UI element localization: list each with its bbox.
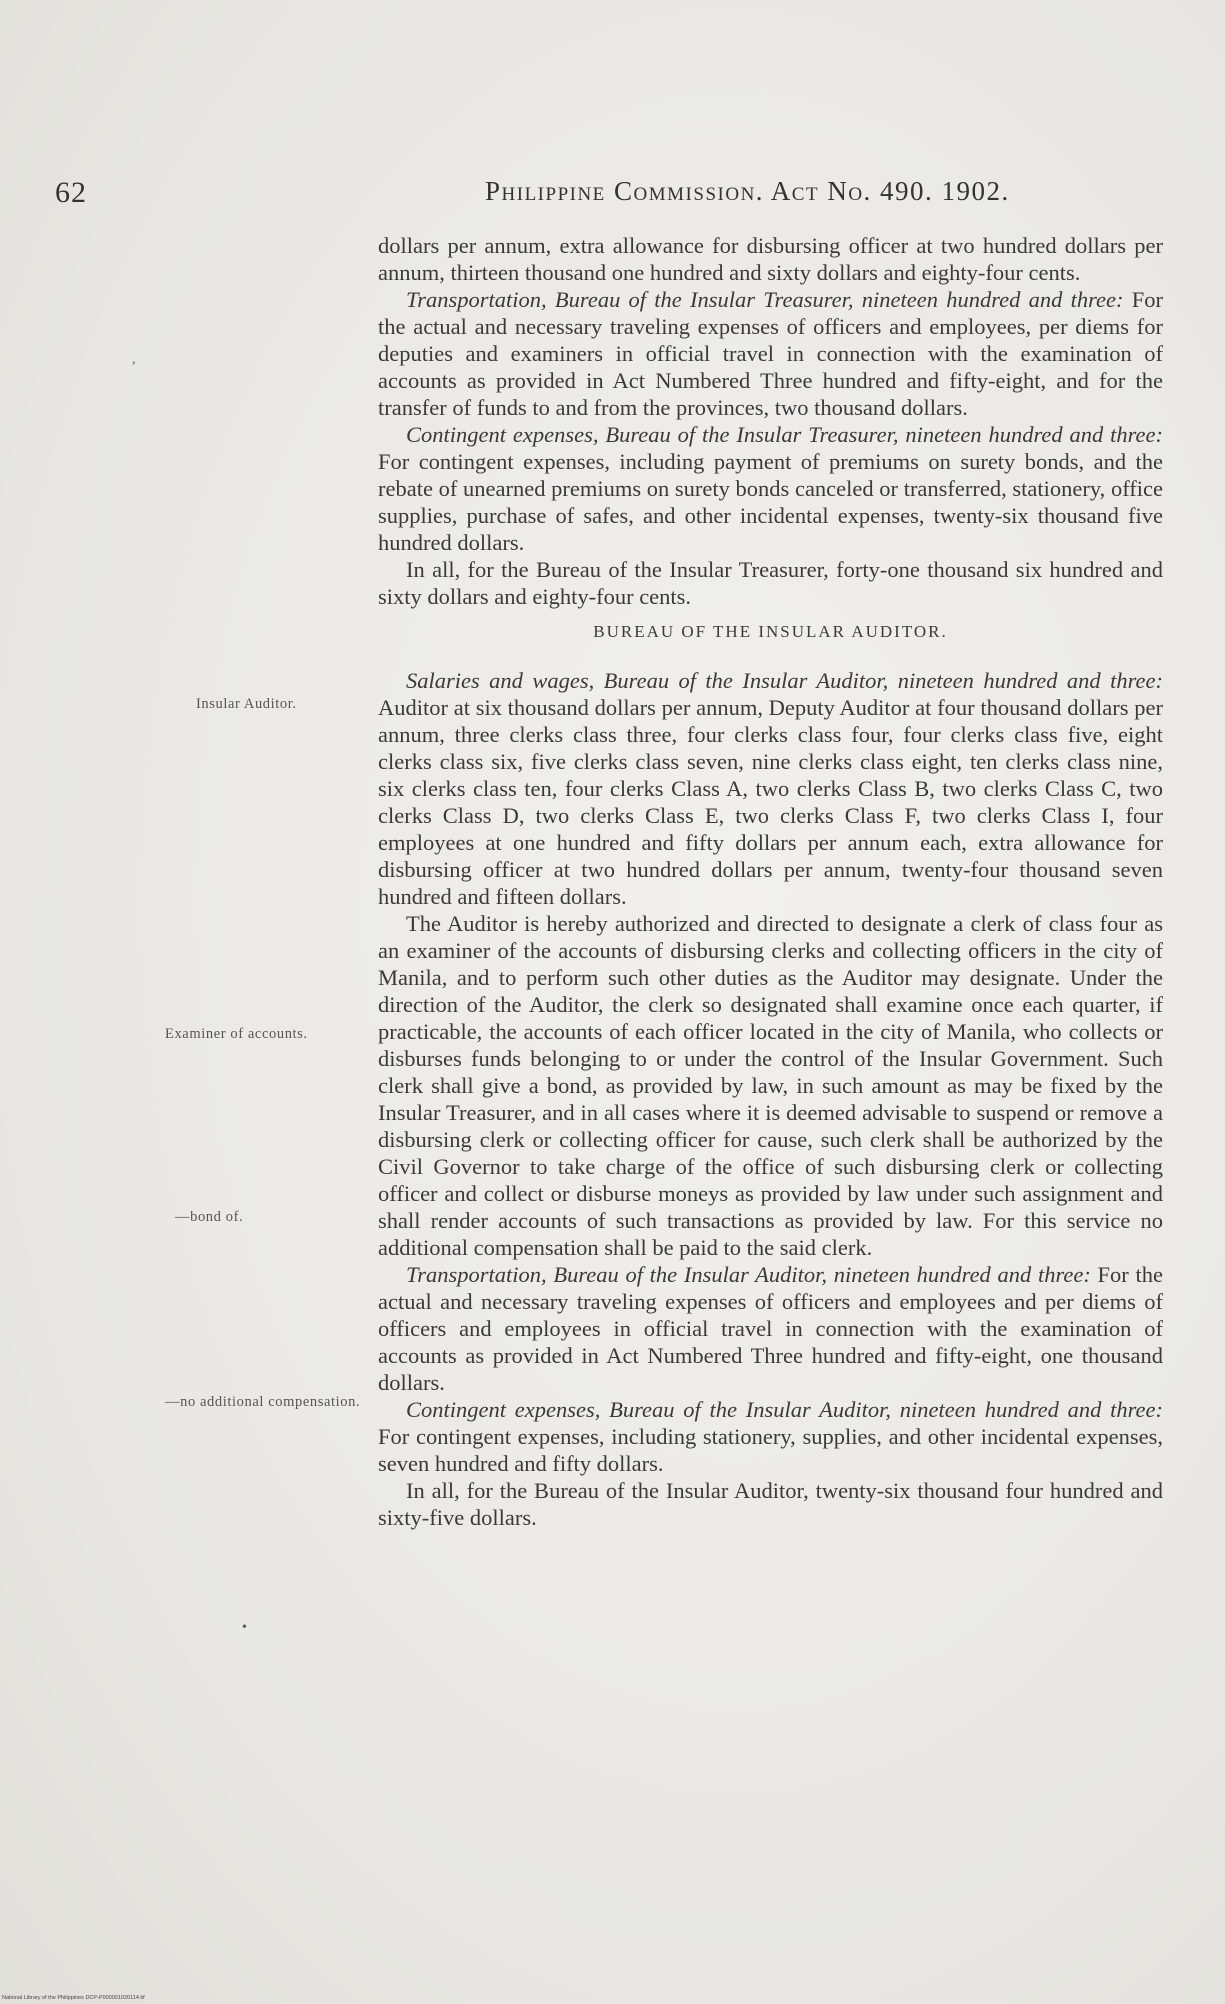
margin-note-bond: —bond of. [175,1209,244,1225]
margin-note-examiner: Examiner of accounts. [165,1026,308,1042]
paragraph-continuation: dollars per annum, extra allowance for disbursing officer at two hundred dollars per annum, thirteen thousand one hundred and sixty dollars and eighty-four cents. [378,233,1163,285]
margin-note-compensation: —no additional compensation. [165,1394,361,1410]
paragraph-lead: Transportation, Bureau of the Insular Auditor, nineteen hundred and three: [406,1262,1091,1287]
paragraph-total-treasurer: In all, for the Bureau of the Insular Treasurer, forty-one thousand six hundred and sixty dollars and eighty-four cents. [378,557,1163,609]
margin-note-insular-auditor: Insular Auditor. [196,696,297,712]
ink-speck: , [132,352,136,367]
page-number: 62 [55,176,87,209]
paragraph-transportation-auditor [378,1261,1163,1396]
running-head: Philippine Commission. Act No. 490. 1902. [485,176,1010,206]
paragraph-examiner-duties: The Auditor is hereby authorized and directed to designate a clerk of class four as an examiner of the accounts of disbursing clerks and collecting officers in the city of Manila, and to perform such other duties as the Auditor may designate. Under the direction of the Auditor, the clerk so designated shall examine once each quarter, if practicable, the accounts of each officer located in the city of Manila, who collects or disburses funds belonging to or under the control of the Insular Government. Such clerk shall give a bond, as provided by law, in such amount as may be fixed by the Insular Treasurer, and in all cases where it is deemed advisable to suspend or remove a disbursing clerk or collecting officer for cause, such clerk shall be authorized by the Civil Governor to take charge of the office of such disbursing clerk or collecting officer and collect or disburse moneys as provided by law under such assignment and shall render accounts of such transactions as provided by law. For this service no additional compensation shall be paid to the said clerk. [378,911,1163,1260]
scan-credit: National Library of the Philippines DCP-P000001020114.tif [2,1995,145,2001]
body-text [378,232,1163,1531]
paragraph-contingent-treasurer [378,421,1163,556]
paragraph-total-auditor: In all, for the Bureau of the Insular Auditor, twenty-six thousand four hundred and sixty-five dollars. [378,1478,1163,1530]
ink-speck: • [242,1620,247,1635]
paragraph-lead: Salaries and wages, Bureau of the Insular Auditor, nineteen hundred and three: [406,668,1163,693]
section-heading: BUREAU OF THE INSULAR AUDITOR. [593,622,948,641]
paragraph-body: For the actual and necessary traveling expenses of officers and employees and per diems of officers and employees in official travel in connection with the examination of accounts as provided in Act Numbered Three hundred and fifty-eight, one thousand dollars. [378,1262,1163,1395]
paragraph-body: For the actual and necessary traveling expenses of officers and employees, per diems for deputies and examiners in official travel in connection with the examination of accounts as provided in Act Numbered Three hundred and fifty-eight, and for the transfer of funds to and from the provinces, two thousand dollars. [378,287,1163,420]
paragraph-transportation-treasurer [378,286,1163,421]
paragraph-salaries-auditor [378,667,1163,910]
paragraph-body: For contingent expenses, including stationery, supplies, and other incidental expenses, seven hundred and fifty dollars. [378,1424,1163,1476]
paragraph-body: For contingent expenses, including payment of premiums on surety bonds, and the rebate of unearned premiums on surety bonds canceled or transferred, stationery, office supplies, purchase of safes, and other incidental expenses, twenty-six thousand five hundred dollars. [378,449,1163,555]
paragraph-body: Auditor at six thousand dollars per annum, Deputy Auditor at four thousand dollars per annum, three clerks class three, four clerks class four, four clerks class five, eight clerks class six, five clerks class seven, nine clerks class eight, ten clerks class nine, six clerks class ten, four clerks Class A, two clerks Class B, two clerks Class C, two clerks Class D, two clerks Class E, two clerks Class F, two clerks Class I, four employees at one hundred and fifty dollars per annum each, extra allowance for disbursing officer at two hundred dollars per annum, twenty-four thousand seven hundred and fifteen dollars. [378,695,1163,909]
paragraph-lead: Contingent expenses, Bureau of the Insular Treasurer, nineteen hundred and three: [406,422,1163,447]
paragraph-lead: Transportation, Bureau of the Insular Treasurer, nineteen hundred and three: [406,287,1124,312]
paragraph-lead: Contingent expenses, Bureau of the Insular Auditor, nineteen hundred and three: [406,1397,1163,1422]
paragraph-contingent-auditor [378,1396,1163,1477]
